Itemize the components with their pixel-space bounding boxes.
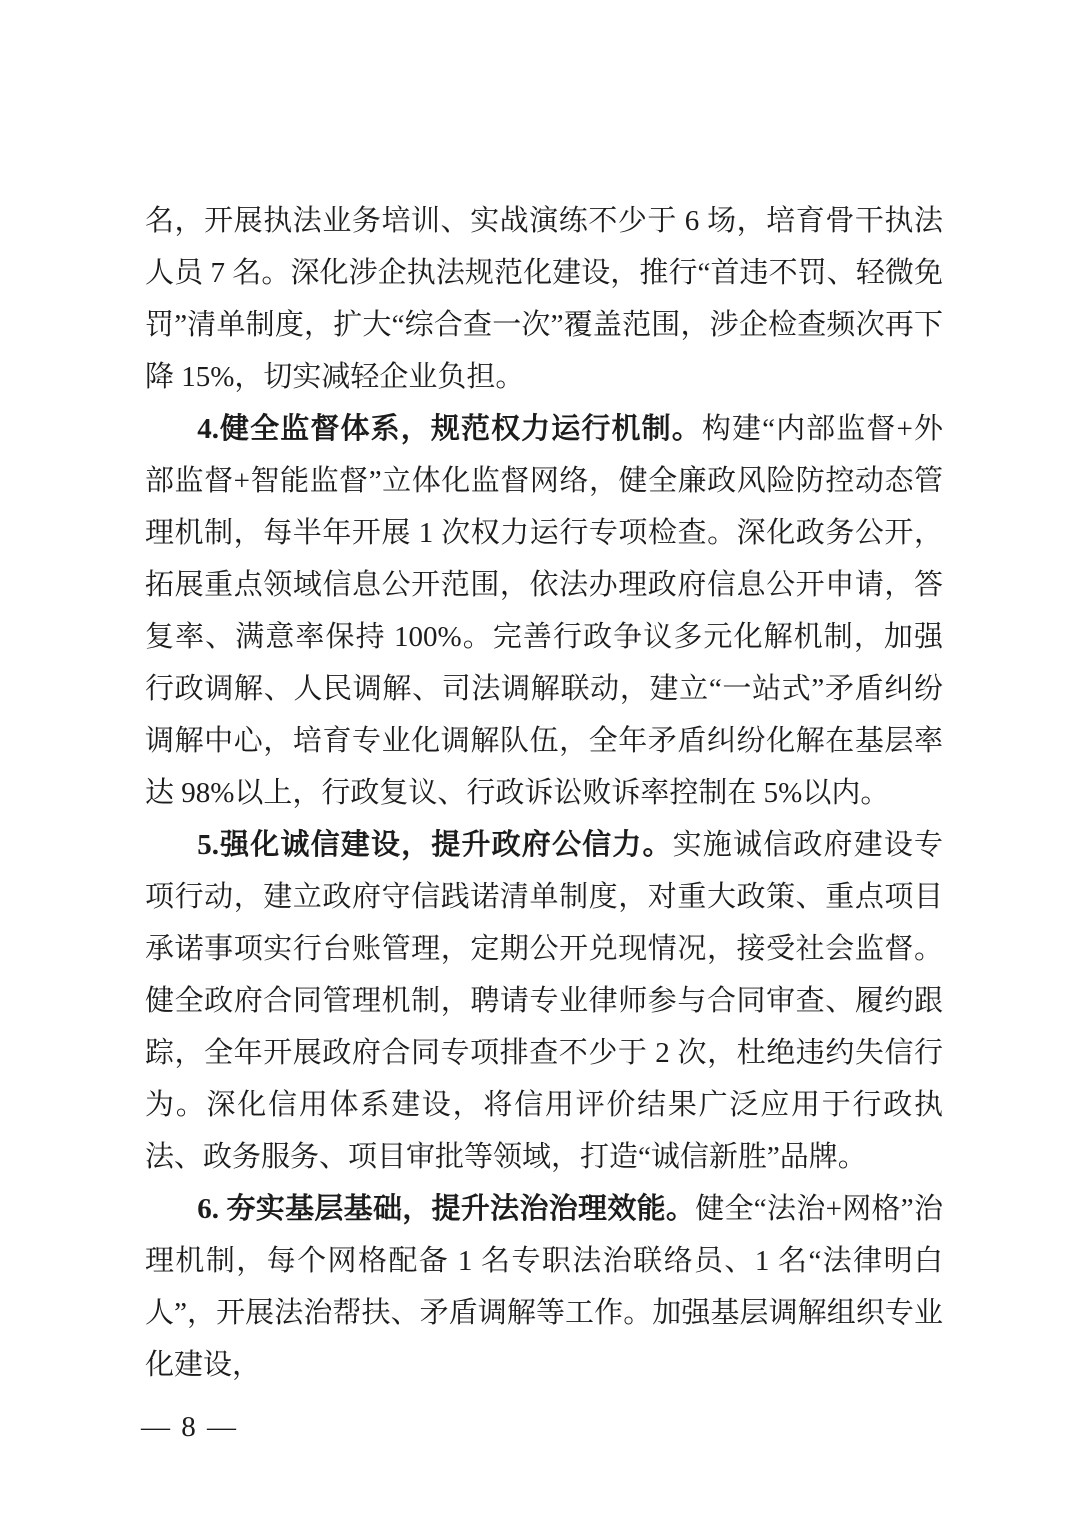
- section-5-text: 实施诚信政府建设专项行动，建立政府守信践诺清单制度，对重大政策、重点项目承诺事项实行台账管理，定期公开兑现情况，接受社会监督。健全政府合同管理机制，聘请专业律师参与合同审查、履约跟踪，全年开展政府合同专项排查不少于 2 次，杜绝违约失信行为。深化信用体系建设，将信用评价结果广泛应用于行政执法、政务服务、项目审批等领域，打造“诚信新胜”品牌。: [145, 829, 943, 1173]
- paragraph-continuation: [145, 195, 943, 403]
- section-4-text: 构建“内部监督+外部监督+智能监督”立体化监督网络，健全廉政风险防控动态管理机制，每半年开展 1 次权力运行专项检查。深化政务公开，拓展重点领域信息公开范围，依法办理政府信息公开申请，答复率、满意率保持 100%。完善行政争议多元化解机制，加强行政调解、人民调解、司法调解联动，建立“一站式”矛盾纠纷调解中心，培育专业化调解队伍，全年矛盾纠纷化解在基层率达 98%以上，行政复议、行政诉讼败诉率控制在 5%以内。: [145, 413, 943, 809]
- paragraph-section-6: [145, 1183, 943, 1391]
- document-body: [145, 195, 943, 1391]
- section-6-heading: 6. 夯实基层基础，提升法治治理效能。: [197, 1193, 696, 1225]
- paragraph-section-4: [145, 403, 943, 819]
- paragraph-text: 名，开展执法业务培训、实战演练不少于 6 场，培育骨干执法人员 7 名。深化涉企执法规范化建设，推行“首违不罚、轻微免罚”清单制度，扩大“综合查一次”覆盖范围，涉企检查频次再下降 15%，切实减轻企业负担。: [145, 205, 943, 393]
- section-4-heading: 4.健全监督体系，规范权力运行机制。: [197, 413, 702, 445]
- page-number: — 8 —: [141, 1411, 238, 1443]
- section-5-heading: 5.强化诚信建设，提升政府公信力。: [197, 829, 673, 861]
- paragraph-section-5: [145, 819, 943, 1183]
- section-6-text: 健全“法治+网格”治理机制，每个网格配备 1 名专职法治联络员、1 名“法律明白人”，开展法治帮扶、矛盾调解等工作。加强基层调解组织专业化建设，: [145, 1193, 943, 1381]
